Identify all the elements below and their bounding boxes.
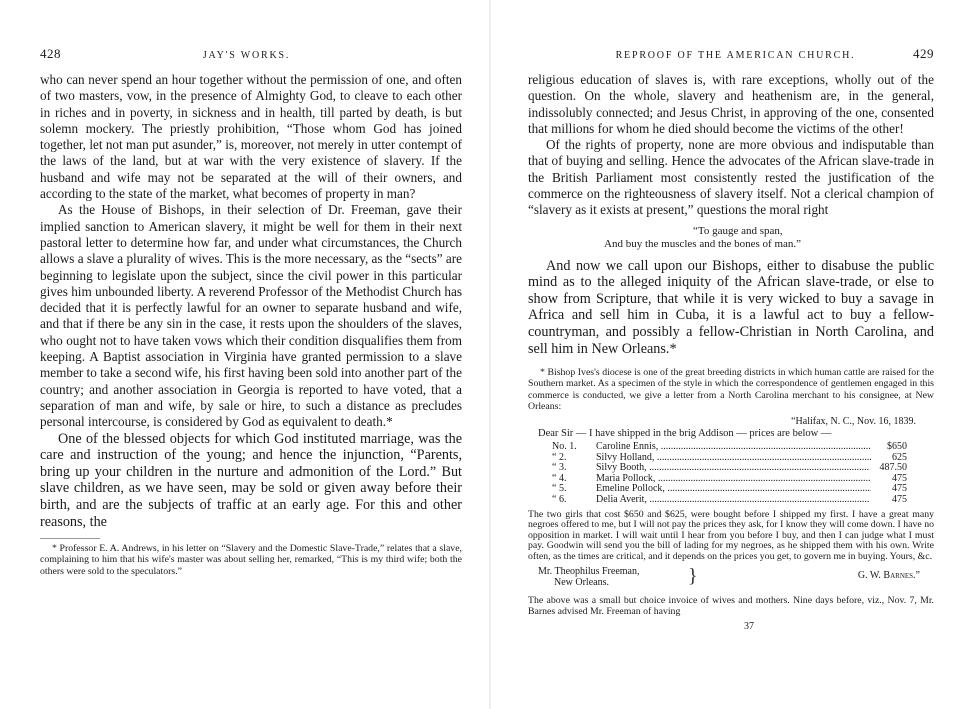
invoice-row	[552, 484, 907, 495]
right-paragraph-3: And now we call upon our Bishops, either to disabuse the public mind as to the alleged iniquity of the African slave-trade, or else to show from Scripture, that while it is very wicked to buy a savage in Africa and sell him in Cuba, it is a lawful act to buy a fellow-countryman, and possibly a fellow-Christian in North Carolina, and sell him in New Orleans.*	[528, 257, 934, 357]
invoice-price: 487.50	[879, 462, 907, 474]
letter-body: The two girls that cost $650 and $625, were bought before I shipped my first. I have a great many negroes offered to me, but I will not pay the prices they ask, for I know they will come down. I have no opposition in market. I will wait until I hear from you before I buy, and then I can judge what I must pay. Goodwin will send you the bill of lading for my negroes, as he shipped them with his own. Write often, as the times are critical, and it depends on the prices you get, to govern me in buying. Yours, &c.	[528, 508, 934, 562]
right-page	[490, 0, 980, 709]
verse-quotation	[528, 225, 934, 251]
invoice-price: 475	[892, 472, 907, 484]
left-paragraph-1: who can never spend an hour together without the permission of one, and often of two masters, vow, in the presence of Almighty God, to cleave to each other in riches and in poverty, in sickness and in health, till parted by death, is but solemn mockery. The priestly prohibition, “Those whom God has joined together, let not man put asunder,” is, moreover, not merely in utter contempt of the laws of the land, but at war with the very existence of slavery. If the husband and wife may not be separated at the will of their owners, and according to the state of the market, what becomes of property in man?	[40, 72, 462, 202]
invoice-price: $650	[887, 441, 907, 453]
right-footnote-intro: * Bishop Ives's diocese is one of the great breeding districts in which human cattle are raised for the Southern market. As a specimen of the style in which the correspondence of gentlemen engaged in this commerce is conducted, we give a letter from a North Carolina merchant to his consignee, at New Orleans:	[528, 367, 934, 412]
addressee-city: New Orleans.	[554, 576, 609, 588]
invoice-row	[552, 442, 907, 453]
brace-mark: }	[688, 564, 698, 587]
verse-line-1: “To gauge and span,	[693, 224, 783, 237]
invoice-list	[552, 442, 934, 506]
invoice-price: 475	[892, 494, 907, 506]
invoice-name: Silvy Holland, .....	[596, 453, 871, 464]
invoice-number: “ 6.	[552, 494, 567, 506]
right-running-head	[528, 46, 934, 62]
letter-signature: G. W. Barnes.”	[857, 569, 920, 581]
letter-salutation: Dear Sir — I have shipped in the brig Addison — prices are below —	[538, 428, 832, 440]
addressee-name: Mr. Theophilus Freeman,	[538, 565, 640, 577]
left-running-head	[40, 46, 462, 62]
invoice-name: Delia Averit, .....	[596, 495, 871, 506]
verse-line-2: And buy the muscles and the bones of man.”	[604, 237, 802, 250]
signature-mark: 37	[744, 620, 754, 632]
letter-address-block	[528, 566, 934, 588]
right-page-number: 429	[912, 46, 934, 61]
invoice-row	[552, 463, 907, 474]
right-running-title: REPROOF OF THE AMERICAN CHURCH.	[615, 50, 856, 61]
invoice-price: 625	[892, 451, 907, 463]
left-paragraph-2: As the House of Bishops, in their selection of Dr. Freeman, gave their implied sanction to American slavery, it might be well for them in their next pastoral letter to determine how far, and under what circumstances, the Church allows a slave a plurality of wives. This is the more necessary, as the “sects” are beginning to legislate upon the subject, since the civil power in this particular gives him unbounded liberty. A reverend Professor of the Methodist Church has decided that it is perfectly lawful for an owner to separate husband and wife, and that if there be any sin in the case, it rests upon the shoulders of the slaves, who ought not to have taken vows which their condition disqualifies them from keeping. A Baptist association in Virginia have granted permission to a slave member to take a second wife, his first having been sold into another part of the country; and another association in Georgia is reported to have voted, that a separation of man and wife, by sale or hire, to such a distance as precludes personal intercourse, is considered by God as equivalent to death.*	[40, 202, 462, 430]
left-running-title: JAY'S WORKS.	[202, 50, 291, 61]
invoice-name: Silvy Booth, .....	[596, 463, 871, 474]
left-footnote: * Professor E. A. Andrews, in his letter on “Slavery and the Domestic Slave-Trade,” relates that a slave, complaining to him that his wife's master was about selling her, remarked, “This is my third wife; both the others were sold to the speculators.”	[40, 543, 462, 577]
right-tail-note: The above was a small but choice invoice of wives and mothers. Nine days before, viz., Nov. 7, Mr. Barnes advised Mr. Freeman of having	[528, 594, 934, 617]
left-page-number: 428	[40, 46, 61, 61]
invoice-row	[552, 495, 907, 506]
invoice-number: “ 4.	[552, 472, 567, 484]
invoice-row	[552, 474, 907, 485]
invoice-name: Caroline Ennis, .....	[596, 442, 871, 453]
addressee	[538, 566, 688, 588]
invoice-number: “ 3.	[552, 462, 567, 474]
invoice-name: Maria Pollock, .....	[596, 474, 871, 485]
invoice-price: 475	[892, 483, 907, 495]
invoice-number: No. 1.	[552, 441, 577, 453]
right-paragraph-2: Of the rights of property, none are more obvious and indisputable than that of buying and selling. Hence the advocates of the African slave-trade in the British Parliament most consistently rested the justification of the commerce on the righteousness of slavery itself. Not a clerical champion of “slavery as it exists at present,” questions the moral right	[528, 137, 934, 218]
letter-date: “Halifax, N. C., Nov. 16, 1839.	[791, 416, 916, 428]
invoice-number: “ 5.	[552, 483, 567, 495]
right-paragraph-1: religious education of slaves is, with rare exceptions, wholly out of the question. On the whole, slavery and heathenism are, in the general, indissolubly connected; and Jesus Christ, in approving of the one, consented that millions for whom he died should become the victims of the other!	[528, 72, 934, 136]
invoice-row	[552, 453, 907, 464]
left-paragraph-3: One of the blessed objects for which God instituted marriage, was the care and instruction of the young; and hence the injunction, “Parents, bring up your children in the nurture and admonition of the Lord.” But slave children, as we have seen, may be sold or given away before their birth, and are the subjects of traffic at an early age. For this and other reasons, the	[40, 430, 462, 530]
invoice-number: “ 2.	[552, 451, 567, 463]
left-footnote-rule	[40, 538, 100, 539]
invoice-name: Emeline Pollock, .....	[596, 484, 871, 495]
right-body-text	[528, 72, 934, 219]
right-body-text-2	[528, 258, 934, 358]
left-body-text	[40, 72, 462, 530]
